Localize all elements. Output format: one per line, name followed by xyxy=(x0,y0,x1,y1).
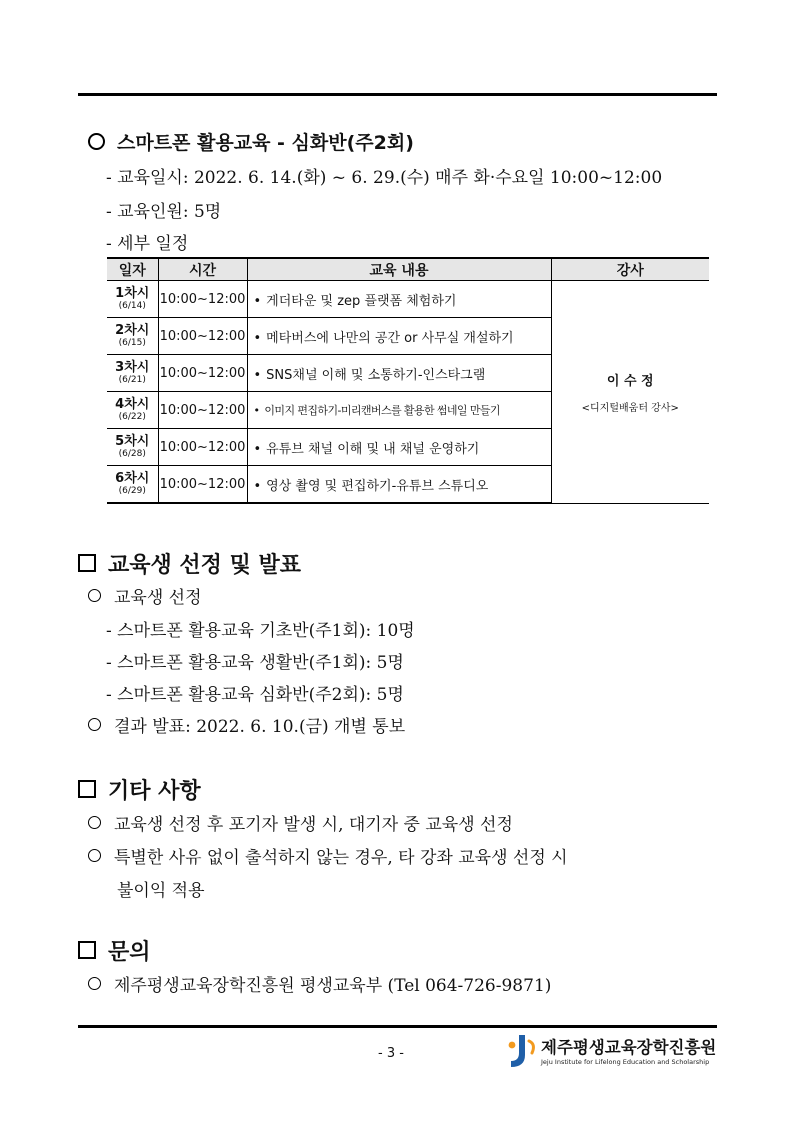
session-cell: 4차시 (6/22) xyxy=(107,392,158,429)
hollow-circle-icon xyxy=(88,816,101,829)
hollow-circle-icon xyxy=(88,849,101,862)
time-cell: 10:00~12:00 xyxy=(158,392,247,429)
hollow-circle-icon xyxy=(88,718,101,731)
square-box-icon xyxy=(78,780,96,798)
schedule-line: - 교육일시: 2022. 6. 14.(화) ~ 6. 29.(수) 매주 화·수요일 10:00~12:00 xyxy=(106,168,663,188)
org-logo xyxy=(505,1031,720,1071)
instructor-role: <디지털배움터 강사> xyxy=(581,402,679,414)
other-item-penalty-cont: 불이익 적용 xyxy=(117,881,205,901)
time-cell: 10:00~12:00 xyxy=(158,281,247,318)
session-cell: 5차시 (6/28) xyxy=(107,429,158,466)
bottom-rule xyxy=(78,1025,717,1028)
section-other-title: 기타 사항 xyxy=(78,774,201,805)
section-inquiry-title: 문의 xyxy=(78,935,151,966)
other-item-waitlist: 교육생 선정 후 포기자 발생 시, 대기자 중 교육생 선정 xyxy=(88,810,513,835)
capacity-line: - 교육인원: 5명 xyxy=(106,202,222,222)
session-cell: 6차시 (6/29) xyxy=(107,466,158,504)
header-date: 일자 xyxy=(107,258,158,281)
org-name: 제주평생교육장학진흥원 xyxy=(541,1038,717,1057)
header-instructor: 강사 xyxy=(551,258,709,281)
table-row xyxy=(107,281,709,318)
selection-dash-advanced: - 스마트폰 활용교육 심화반(주2회): 5명 xyxy=(106,685,404,705)
selection-dash-living: - 스마트폰 활용교육 생활반(주1회): 5명 xyxy=(106,653,404,673)
instructor-name: 이 수 정 xyxy=(606,373,654,389)
time-cell: 10:00~12:00 xyxy=(158,466,247,504)
hollow-circle-icon xyxy=(88,977,101,990)
content-cell: • 영상 촬영 및 편집하기-유튜브 스튜디오 xyxy=(247,466,551,504)
org-logo-icon xyxy=(505,1033,537,1069)
section-selection-title: 교육생 선정 및 발표 xyxy=(78,548,301,579)
header-time: 시간 xyxy=(158,258,247,281)
selection-dash-basic: - 스마트폰 활용교육 기초반(주1회): 10명 xyxy=(106,621,415,641)
top-rule xyxy=(78,93,717,96)
hollow-circle-icon xyxy=(88,133,105,150)
course-heading: 스마트폰 활용교육 - 심화반(주2회) xyxy=(88,128,414,155)
session-cell: 3차시 (6/21) xyxy=(107,355,158,392)
schedule-table xyxy=(107,257,709,504)
square-box-icon xyxy=(78,554,96,572)
org-name-en: Jeju Institute for Lifelong Education and Scholarship xyxy=(541,1058,710,1066)
page-number: - 3 - xyxy=(378,1046,404,1061)
result-announcement: 결과 발표: 2022. 6. 10.(금) 개별 통보 xyxy=(88,712,405,737)
inquiry-contact: 제주평생교육장학진흥원 평생교육부 (Tel 064-726-9871) xyxy=(88,971,551,996)
content-cell: • 유튜브 채널 이해 및 내 채널 운영하기 xyxy=(247,429,551,466)
square-box-icon xyxy=(78,941,96,959)
time-cell: 10:00~12:00 xyxy=(158,318,247,355)
time-cell: 10:00~12:00 xyxy=(158,429,247,466)
detail-line: - 세부 일정 xyxy=(106,234,189,254)
hollow-circle-icon xyxy=(88,589,101,602)
selection-item: 교육생 선정 xyxy=(88,583,202,608)
content-cell: • 이미지 편집하기-미리캔버스를 활용한 썸네일 만들기 xyxy=(247,392,551,429)
time-cell: 10:00~12:00 xyxy=(158,355,247,392)
instructor-cell xyxy=(551,281,709,504)
table-header-row xyxy=(107,258,709,281)
header-content: 교육 내용 xyxy=(247,258,551,281)
other-item-penalty: 특별한 사유 없이 출석하지 않는 경우, 타 강좌 교육생 선정 시 xyxy=(88,843,568,868)
content-cell: • SNS채널 이해 및 소통하기-인스타그램 xyxy=(247,355,551,392)
content-cell: • 게더타운 및 zep 플랫폼 체험하기 xyxy=(247,281,551,318)
session-cell: 2차시 (6/15) xyxy=(107,318,158,355)
content-cell: • 메타버스에 나만의 공간 or 사무실 개설하기 xyxy=(247,318,551,355)
session-cell: 1차시 (6/14) xyxy=(107,281,158,318)
